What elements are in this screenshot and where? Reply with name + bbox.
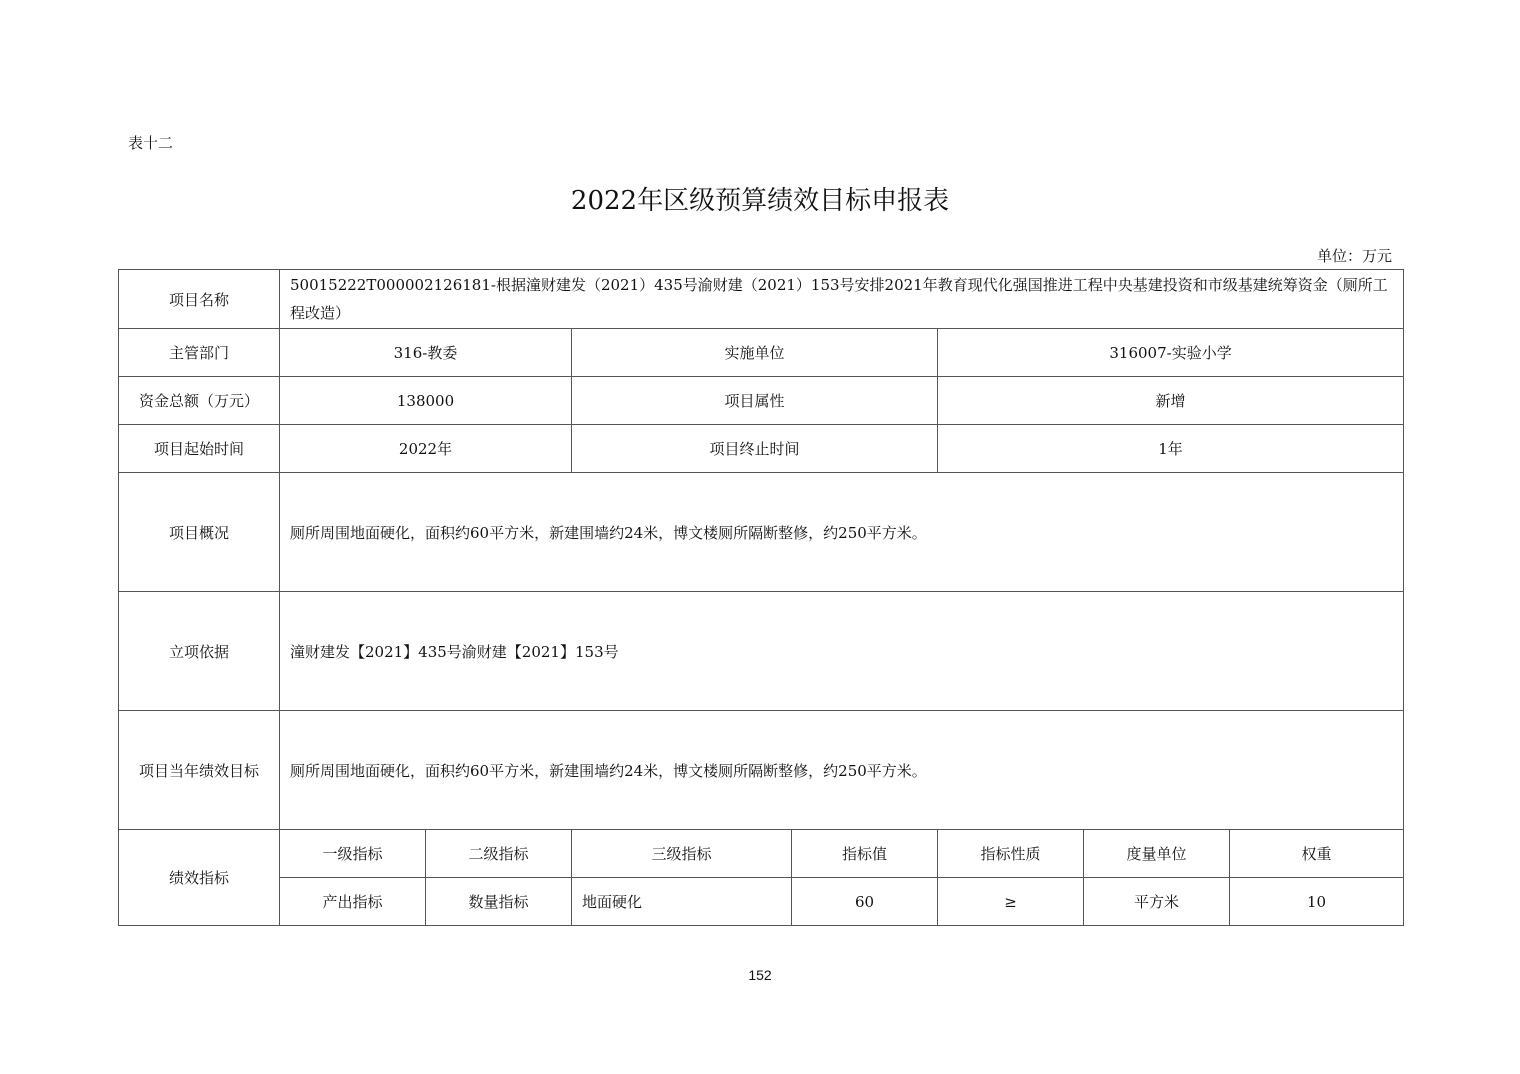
table-label: 表十二 [128,134,174,152]
goal-value: 厕所周围地面硬化，面积约60平方米，新建围墙约24米，博文楼厕所隔断整修，约250平方米。 [280,711,1404,830]
indicator-cell: ≥ [938,878,1084,926]
funds-value: 138000 [280,377,572,425]
indicator-header: 一级指标 [280,830,426,878]
page-number: 152 [748,967,772,983]
indicator-header: 指标性质 [938,830,1084,878]
indicators-label: 绩效指标 [119,830,280,926]
indicator-cell: 地面硬化 [572,878,792,926]
unit-label: 单位：万元 [1316,247,1392,265]
end-time-label: 项目终止时间 [572,425,938,473]
table-row [119,830,1404,878]
table-row [119,592,1404,711]
indicator-header: 指标值 [792,830,938,878]
basis-value: 潼财建发【2021】435号渝财建【2021】153号 [280,592,1404,711]
attribute-value: 新增 [938,377,1404,425]
page-title: 2022年区级预算绩效目标申报表 [570,186,950,216]
budget-target-table [118,269,1404,926]
end-time-value: 1年 [938,425,1404,473]
project-name-value: 50015222T000002126181-根据潼财建发（2021）435号渝财建（2021）153号安排2021年教育现代化强国推进工程中央基建投资和市级基建统筹资金（厕所工程改造） [280,270,1404,329]
indicator-header: 度量单位 [1084,830,1230,878]
indicator-header: 三级指标 [572,830,792,878]
impl-unit-value: 316007-实验小学 [938,329,1404,377]
indicator-cell: 60 [792,878,938,926]
indicator-cell: 平方米 [1084,878,1230,926]
table-row [119,473,1404,592]
indicator-header: 二级指标 [426,830,572,878]
indicator-header: 权重 [1230,830,1404,878]
basis-label: 立项依据 [119,592,280,711]
table-row [119,878,1404,926]
dept-label: 主管部门 [119,329,280,377]
indicator-cell: 产出指标 [280,878,426,926]
attribute-label: 项目属性 [572,377,938,425]
overview-value: 厕所周围地面硬化，面积约60平方米，新建围墙约24米，博文楼厕所隔断整修，约250平方米。 [280,473,1404,592]
table-row [119,270,1404,329]
indicator-cell: 数量指标 [426,878,572,926]
table-row [119,711,1404,830]
table-row [119,377,1404,425]
overview-label: 项目概况 [119,473,280,592]
table-row [119,329,1404,377]
funds-label: 资金总额（万元） [119,377,280,425]
start-time-label: 项目起始时间 [119,425,280,473]
indicator-cell: 10 [1230,878,1404,926]
impl-unit-label: 实施单位 [572,329,938,377]
dept-value: 316-教委 [280,329,572,377]
goal-label: 项目当年绩效目标 [119,711,280,830]
project-name-label: 项目名称 [119,270,280,329]
start-time-value: 2022年 [280,425,572,473]
table-row [119,425,1404,473]
